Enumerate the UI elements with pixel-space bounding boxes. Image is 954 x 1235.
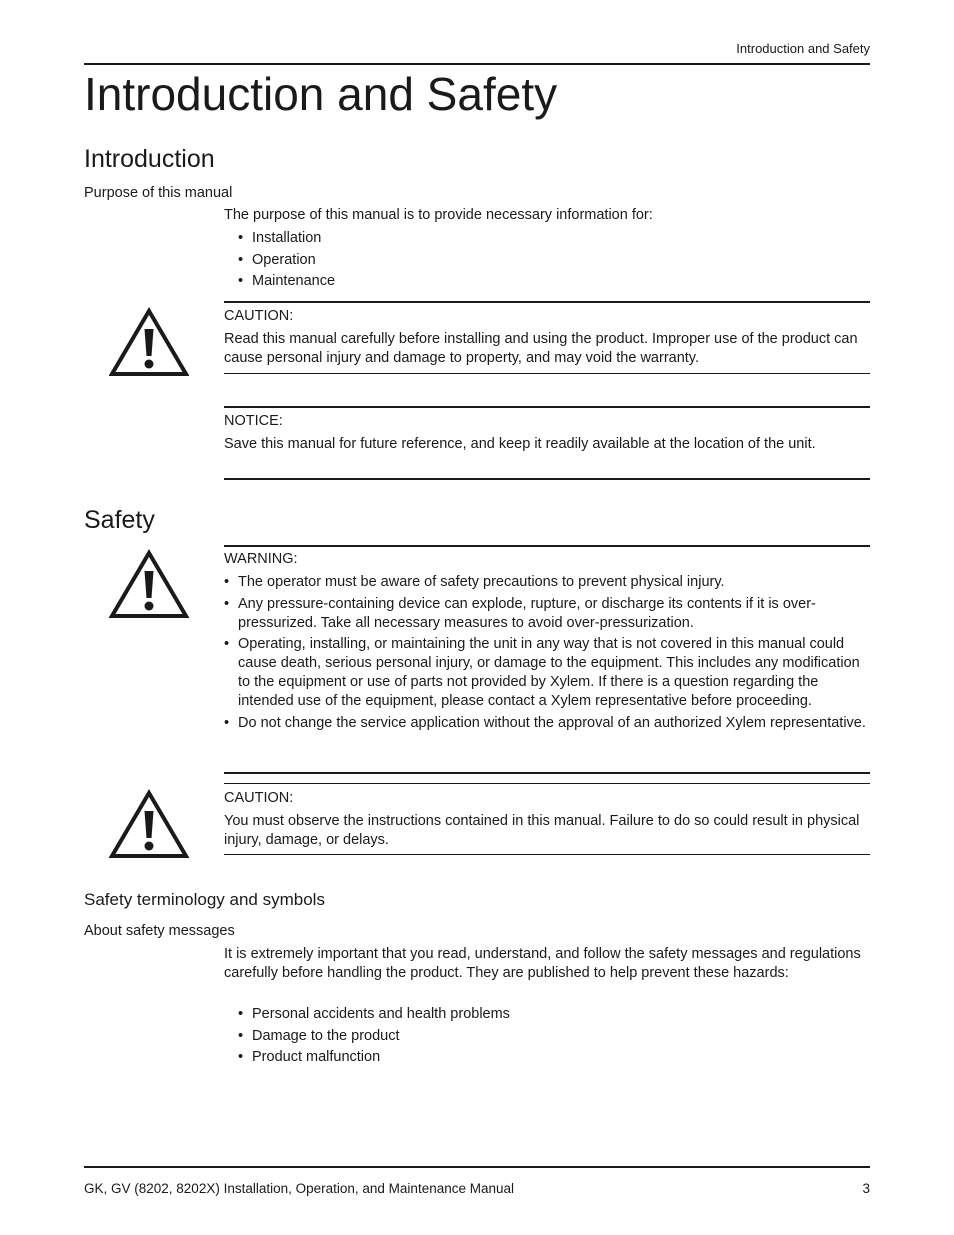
notice-text: Save this manual for future reference, and keep it readily available at the location of the unit. — [224, 436, 816, 452]
list-item: • Maintenance — [238, 271, 335, 293]
list-item: • Damage to the product — [238, 1026, 510, 1048]
running-header: Introduction and Safety — [736, 41, 870, 56]
caution-2-text: You must observe the instructions contained in this manual. Failure to do so could result in physical injury, damage, or delays. — [224, 813, 860, 848]
caution-text: Read this manual carefully before installing and using the product. Improper use of the product can cause personal injury and damage to property, and may void the warranty. — [224, 331, 858, 366]
list-item: • Do not change the service application without the approval of an authorized Xylem representative. — [224, 714, 870, 733]
purpose-list — [238, 228, 335, 293]
warning-triangle-icon — [109, 307, 189, 377]
caution-2-label: CAUTION: — [224, 790, 294, 806]
list-item: • Operating, installing, or maintaining the unit in any way that is not covered in this manual could cause death, serious personal injury, or damage to the equipment. This includes any modification to the equipment or use of parts not provided by Xylem. If there is a question regarding the intended use of the equipment, please contact a Xylem representative before proceeding. — [224, 635, 870, 711]
warning-top-rule — [224, 545, 870, 547]
list-item: • Product malfunction — [238, 1047, 510, 1069]
list-item: • Installation — [238, 228, 335, 250]
list-item: • Personal accidents and health problems — [238, 1004, 510, 1026]
safety-heading: Safety — [84, 506, 155, 534]
caution-box — [224, 307, 870, 368]
warning-bottom-rule — [224, 772, 870, 774]
about-safety-text: It is extremely important that you read, understand, and follow the safety messages and regulations carefully before handling the product. They are published to help prevent these hazards: — [224, 946, 861, 981]
list-item: • Operation — [238, 250, 335, 272]
notice-box — [224, 412, 870, 454]
notice-label: NOTICE: — [224, 413, 283, 429]
purpose-text: The purpose of this manual is to provide necessary information for: — [224, 207, 653, 223]
notice-top-rule — [224, 406, 870, 408]
footer-manual-title: GK, GV (8202, 8202X) Installation, Operation, and Maintenance Manual — [84, 1181, 515, 1196]
list-item: • Any pressure-containing device can explode, rupture, or discharge its contents if it is over-pressurized. Take all necessary measures to avoid over-pressurization. — [224, 595, 870, 633]
caution-label: CAUTION: — [224, 308, 294, 324]
page-title: Introduction and Safety — [84, 68, 558, 120]
caution-2-box — [224, 789, 870, 850]
warning-label: WARNING: — [224, 551, 298, 567]
caution-bottom-rule — [224, 373, 870, 374]
hazards-list — [238, 1004, 510, 1069]
caution-2-top-rule — [224, 783, 870, 784]
caution-2-bottom-rule — [224, 854, 870, 855]
introduction-heading: Introduction — [84, 145, 215, 173]
footer-rule — [84, 1166, 870, 1168]
terminology-heading: Safety terminology and symbols — [84, 890, 325, 909]
purpose-heading: Purpose of this manual — [84, 185, 233, 201]
about-safety-heading: About safety messages — [84, 923, 235, 939]
list-item: • The operator must be aware of safety precautions to prevent physical injury. — [224, 573, 870, 592]
warning-triangle-icon — [109, 549, 189, 619]
warning-list — [224, 573, 870, 733]
caution-top-rule — [224, 301, 870, 303]
warning-triangle-icon — [109, 789, 189, 859]
page-number: 3 — [862, 1181, 870, 1196]
notice-bottom-rule — [224, 478, 870, 480]
warning-box — [224, 550, 870, 735]
